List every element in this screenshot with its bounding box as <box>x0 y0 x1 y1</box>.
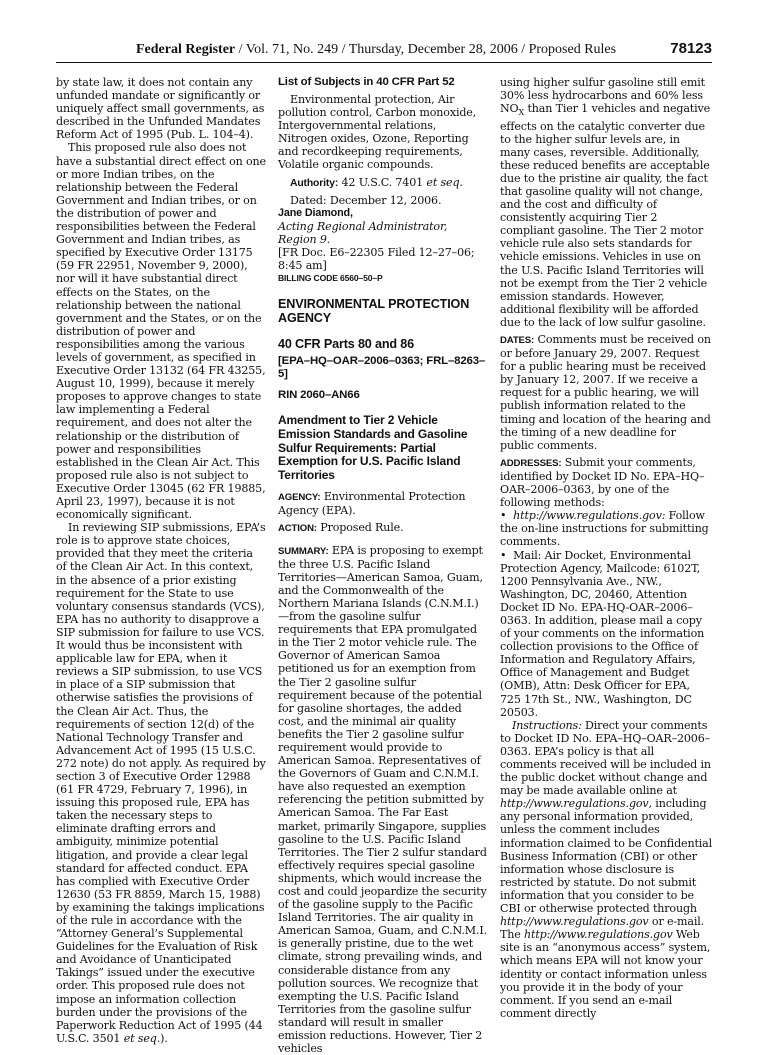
regulations-link[interactable]: http://www.regulations.gov <box>500 915 649 929</box>
paragraph: In reviewing SIP submissions, EPA’s role is to approve state choices, provided that they meet the criteria of the Clean Air Act. In this context, in the absence of a prior existing requirement for the State to use voluntary consensus standards (VCS), EPA has no authority to disapprove a SIP submission for failure to use VCS. It would thus be inconsistent with applicable law for EPA, when it reviews a SIP submission, to use VCS in place of a SIP submission that otherwise satisfies the provisions of the Clean Air Act. Thus, the requirements of section 12(d) of the National Technology Transfer and Advancement Act of 1995 (15 U.S.C. 272 note) do not apply. As required by section 3 of Executive Order 12988 (61 FR 4729, February 7, 1996), in issuing this proposed rule, EPA has taken the necessary steps to eliminate drafting errors and ambiguity, minimize potential litigation, and provide a clear legal standard for affected conduct. EPA has complied with Executive Order 12630 (53 FR 8859, March 15, 1988) by examining the takings implications of the rule in accordance with the “Attorney General’s Supplemental Guidelines for the Evaluation of Risk and Avoidance of Unanticipated Takings” issued under the executive order. This proposed rule does not impose an information collection burden under the provisions of the Paperwork Reduction Act of 1995 (44 U.S.C. 3501 et seq.). <box>56 521 266 1045</box>
dates-paragraph: DATES: Comments must be received on or before January 29, 2007. Request for a public hearing must be received by January 12, 2007. If we receive a request for a public hearing, we will publish information related to the timing and location of the hearing and the timing of a new deadline for public comments. <box>500 333 711 452</box>
regulations-link[interactable]: http://www.regulations.gov <box>500 797 649 811</box>
regulations-link[interactable]: http://www.regulations.gov: <box>513 509 666 523</box>
issue-info: / Vol. 71, No. 249 / Thursday, December 28, 2006 / Proposed Rules <box>235 42 617 57</box>
agency-heading: ENVIRONMENTAL PROTECTION AGENCY <box>278 297 470 326</box>
signer-name: Jane Diamond, <box>278 206 353 219</box>
action-line: ACTION: Proposed Rule. <box>278 521 404 535</box>
subjects-text: Environmental protection, Air pollution control, Carbon monoxide, Intergovernmental relations, Nitrogen oxides, Ozone, Reporting and recordkeeping requirements, Volatile organic compounds. <box>278 93 477 172</box>
journal-name: Federal Register <box>136 42 236 57</box>
list-item: • http://www.regulations.gov: Follow the on-line instructions for submitting comments. <box>500 509 709 549</box>
column-2 <box>278 76 488 1055</box>
authority-line: Authority: 42 U.S.C. 7401 et seq. <box>290 175 463 189</box>
billing-code: BILLING CODE 6560–50–P <box>278 273 383 284</box>
paragraph: This proposed rule also does not have a substantial direct effect on one or more Indian tribes, on the relationship between the Federal Government and Indian tribes, or on the distribution of power and responsibilities between the Federal Government and Indian tribes, as specified by Executive Order 13175 (59 FR 22951, November 9, 2000), nor will it have substantial direct effects on the States, on the relationship between the national government and the States, or on the distribution of power and responsibilities among the various levels of government, as specified in Executive Order 13132 (64 FR 43255, August 10, 1999), because it merely proposes to approve changes to state law implementing a Federal requirement, and does not alter the relationship or the distribution of power and responsibilities established in the Clean Air Act. This proposed rule also is not subject to Executive Order 13045 (62 FR 19885, April 23, 1997), because it is not economically significant. <box>56 141 266 522</box>
rule-title: Amendment to Tier 2 Vehicle Emission Standards and Gasoline Sulfur Requirements: Partial Exemption for U.S. Pacific Island Territories <box>278 413 468 482</box>
rin-number: RIN 2060–AN66 <box>278 389 360 402</box>
fr-doc-line: [FR Doc. E6–22305 Filed 12–27–06; 8:45 am] <box>278 246 475 273</box>
regulations-link[interactable]: http://www.regulations.gov <box>524 928 673 942</box>
page-number: 78123 <box>670 40 712 57</box>
running-head <box>136 42 616 58</box>
cfr-parts: 40 CFR Parts 80 and 86 <box>278 337 414 352</box>
instructions-paragraph: Instructions: Direct your comments to Docket ID No. EPA–HQ–OAR–2006–0363. EPA’s policy is that all comments received will be included in the public docket without change and may be made available online at http://www.regulations.gov, including any personal information provided, unless the comment includes information claimed to be Confidential Business Information (CBI) or other information whose disclosure is restricted by statute. Do not submit information that you consider to be CBI or otherwise protected through http://www.regulations.gov or e-mail. The http://www.regulations.gov Web site is an “anonymous access” system, which means EPA will not know your identity or contact information unless you provide it in the body of your comment. If you send an e-mail comment directly <box>500 718 713 1020</box>
list-item: • Mail: Air Docket, Environmental Protection Agency, Mailcode: 6102T, 1200 Pennsylvania Ave., NW., Washington, DC, 20460, Attention Docket ID No. EPA-HQ-OAR–2006–0363. In addition, please mail a copy of your comments on the information collection provisions to the Office of Information and Regulatory Affairs, Office of Management and Budget (OMB), Attn: Desk Officer for EPA, 725 17th St., NW., Washington, DC 20503. <box>500 548 705 719</box>
column-3 <box>500 76 712 1020</box>
paragraph: by state law, it does not contain any unfunded mandate or significantly or uniquely affect small governments, as described in the Unfunded Mandates Reform Act of 1995 (Pub. L. 104–4). <box>56 76 265 142</box>
signer-title: Acting Regional Administrator, Region 9. <box>278 219 448 246</box>
addresses-paragraph: ADDRESSES: Submit your comments, identified by Docket ID No. EPA–HQ–OAR–2006–0363, by one of the following methods: <box>500 455 705 510</box>
docket-number: [EPA–HQ–OAR–2006–0363; FRL–8263–5] <box>278 355 486 381</box>
dated-line: Dated: December 12, 2006. <box>290 193 442 207</box>
page-header <box>56 40 712 63</box>
agency-line: AGENCY: Environmental Protection Agency (EPA). <box>278 490 466 518</box>
paragraph: using higher sulfur gasoline still emit 30% less hydrocarbons and 60% less $NO_X$ than Tier 1 vehicles and negative effects on the catalytic converter due to the higher sulfur levels are, in many cases, reversible. Additionally, these reduced benefits are acceptable due to the pristine air quality, the fact that gasoline quality will not change, and the cost and difficulty of consistently acquiring Tier 2 compliant gasoline. The Tier 2 motor vehicle rule also sets standards for vehicle emissions. Vehicles in use on the U.S. Pacific Island Territories will not be exempt from the Tier 2 vehicle emission standards. However, additional flexibility will be afforded due to the lack of low sulfur gasoline. <box>500 76 711 329</box>
summary-paragraph: SUMMARY: EPA is proposing to exempt the three U.S. Pacific Island Territories—American Samoa, Guam, and the Commonwealth of the Northern Mariana Islands (C.N.M.I.)—from the gasoline sulfur requirements that EPA promulgated in the Tier 2 motor vehicle rule. The Governor of American Samoa petitioned us for an exemption from the Tier 2 gasoline sulfur requirement because of the potential for gasoline shortages, the added cost, and the minimal air quality benefits the Tier 2 gasoline sulfur requirement would provide to American Samoa. Representatives of the Governors of Guam and C.N.M.I. have also requested an exemption referencing the petition submitted by American Samoa. The Far East market, primarily Singapore, supplies gasoline to the U.S. Pacific Island Territories. The Tier 2 sulfur standard effectively requires special gasoline shipments, which would increase the cost and could jeopardize the security of the gasoline supply to the Pacific Island Territories. The air quality in American Samoa, Guam, and C.N.M.I. is generally pristine, due to the wet climate, strong prevailing winds, and considerable distance from any pollution sources. We recognize that exempting the U.S. Pacific Island Territories from the gasoline sulfur standard will result in smaller emission reductions. However, Tier 2 vehicles <box>278 543 487 1055</box>
column-1 <box>56 76 266 1045</box>
subjects-heading: List of Subjects in 40 CFR Part 52 <box>278 76 455 88</box>
